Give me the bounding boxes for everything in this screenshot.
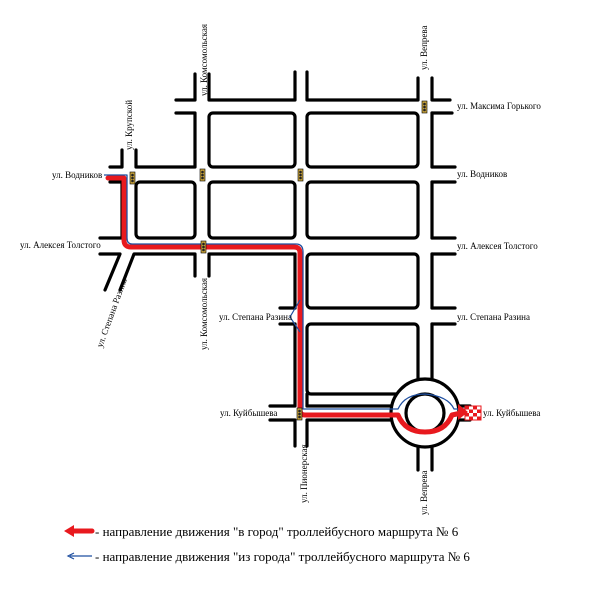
traffic-light-icon	[298, 169, 303, 181]
block	[209, 113, 295, 167]
street-label-stepana-razina-right: ул. Степана Разина	[457, 312, 530, 322]
street-label-vepreva-bottom: ул. Вепрева	[419, 470, 429, 515]
legend-item-inbound	[64, 524, 459, 539]
block	[209, 182, 295, 238]
street-label-pionerskaya: ул. Пионерская	[299, 444, 309, 503]
block	[307, 113, 418, 167]
terminal-checkered-icon	[465, 406, 481, 420]
traffic-light-icon	[422, 101, 427, 113]
legend-inbound-arrow-icon	[64, 525, 74, 537]
block	[307, 254, 418, 308]
street-label-alekseya-tolstogo-right: ул. Алексея Толстого	[457, 241, 538, 251]
block	[307, 324, 418, 394]
legend-outbound-label: - направление движения "из города" троллейбусного маршрута № 6	[95, 549, 470, 564]
traffic-light-icon	[130, 172, 135, 184]
street-label-maxima-gorkogo: ул. Максима Горького	[457, 101, 541, 111]
street-label-krupskoy: ул. Крупской	[124, 99, 134, 150]
street-label-stepana-razina-mid: ул. Степана Разина	[219, 312, 292, 322]
legend	[64, 524, 470, 564]
street-label-stepana-razina-left: ул. Степана Разина	[94, 276, 129, 349]
roundabout	[391, 379, 459, 447]
street-label-vepreva-top: ул. Вепрева	[419, 25, 429, 70]
street-label-vodnikov-right: ул. Водников	[457, 169, 508, 179]
street-label-kuybysheva-right: ул. Куйбышева	[483, 408, 541, 418]
legend-item-outbound	[68, 549, 470, 564]
street-label-komsomolskaya-top: ул. Комсомольская	[199, 23, 209, 96]
street-labels	[20, 24, 541, 515]
block	[136, 182, 195, 238]
street-label-vodnikov-left: ул. Водников	[52, 170, 103, 180]
traffic-light-icon	[200, 169, 205, 181]
traffic-light-icon	[201, 241, 206, 253]
street-label-kuybysheva-left: ул. Куйбышева	[220, 408, 278, 418]
legend-inbound-label: - направление движения "в город" троллейбусного маршрута № 6	[95, 524, 459, 539]
street-label-komsomolskaya-bottom: ул. Комсомольская	[199, 277, 209, 350]
street-label-alekseya-tolstogo-left: ул. Алексея Толстого	[20, 240, 101, 250]
block	[307, 182, 418, 238]
traffic-light-icon	[297, 408, 302, 420]
